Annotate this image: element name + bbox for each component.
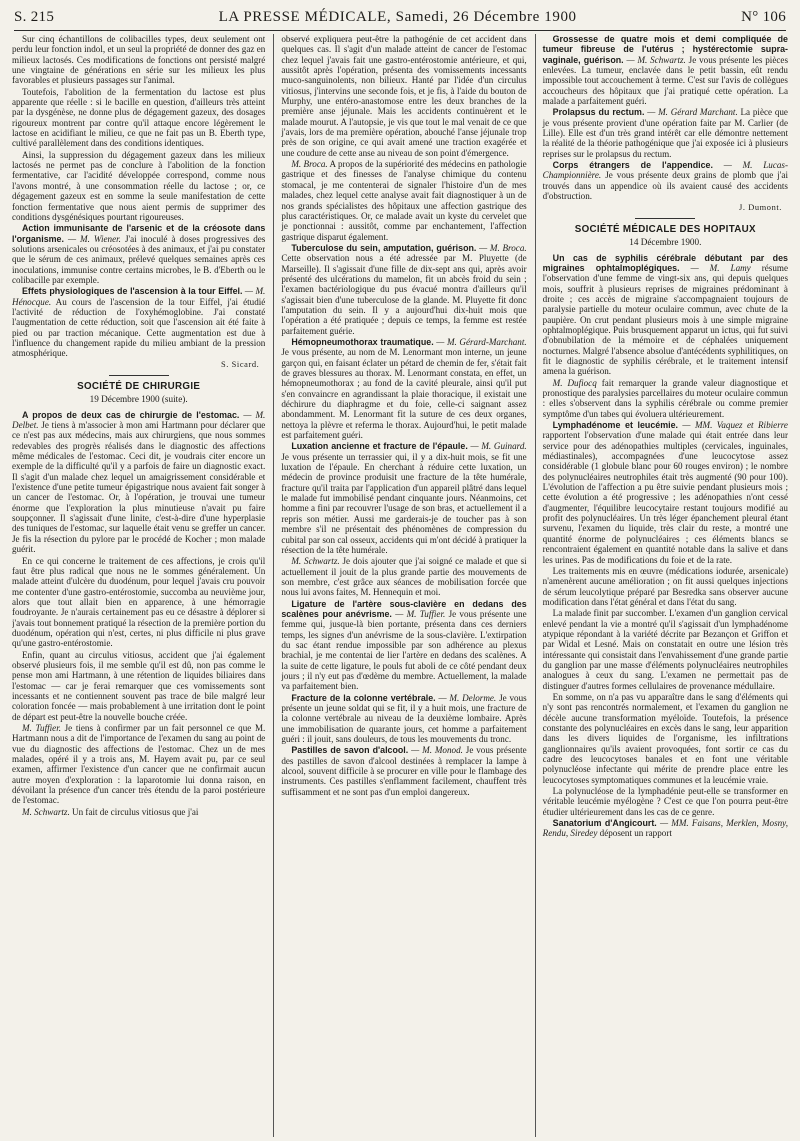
entry-text: A propos de la supériorité des médecins en pathologie gastrique et des finesses de l'analyse chimique du contenu stomacal, je me contenterai de signaler l'histoire d'un de mes malades, chez lequel cette analyse avait fait diagnostiquer à un de nos grands spécialistes des hôpitaux une affection gastrique des plus caractéristiques. Or, ce malade avait un kyste du cervelet que je ponctionnai : aussitôt, comme par enchantement, l'affection gastrique disparut également. [281,159,527,242]
entry-heading: Grossesse de quatre mois et demi compliquée de tumeur fibreuse de l'utérus ; hystérectomie supra-vaginale, guérison. [542,34,788,65]
entry-text: résume l'observation d'une femme de vingt-six ans, qui depuis quelques mois, souffrit à plusieurs reprises de migraines prédominant à droite ; ces accès de migraine s'accompagnaient toujours de paralysie partielle du moteur oculaire commun, avec chute de la paupière. On crut pendant plusieurs mois à une simple migraine ophtalmoplégique. Puis brusquement apparut un ictus, qui fut suivi d'obnubilation de la mémoire et de céphalées uniquement nocturnes. Malgré l'absence absolue d'antécédents syphilitiques, on fit le diagnostic de syphilis cérébrale, et le traitement intensif amena la guérison. [542,262,788,377]
entry-heading: Ligature de l'artère sous-clavière en dedans des scalènes pour anévrisme. [281,598,527,619]
entry-speaker: — M. Lucas-Championnière. [542,160,788,181]
issue-number: N° 106 [741,8,786,25]
entry-speaker: — M. Guinard. [470,441,527,452]
paragraph: En ce qui concerne le traitement de ces affections, je crois qu'il faut être plus radical que nous ne le sommes généralement. Un malade atteint d'ulcère du duodénum, pour lequel j'avais cru pouvoir me contenter d'une gastro-entérostomie, succomba au neuvième jour, alors que tout allait bien en apparence, à une hémorragie foudroyante. Je n'aurais certainement pas eu ce désastre à déplorer si j'avais tout bonnement pratiqué la résection de la première portion du duodénum, opération qui n'est, certes, ni plus difficile ni plus grave qu'une gastro-entérostomie. [12,555,266,649]
remark-dufiocq [543,378,788,419]
entry-heading: Tuberculose du sein, amputation, guérison. [291,242,477,253]
entry-speaker: M. Schwartz. [22,806,70,817]
communication-hemopneumothorax [281,337,526,440]
paragraph: Ainsi, la suppression du dégagement gazeux dans les milieux lactosés ne permet pas de conclure à l'abolition de la fonction fermentative, car l'acidité développée correspond, comme nous l'avons montré, à une consommation réelle du lactose ; or, ce dégagement gazeux est en somme la seule manifestation de cette fonction fermentative que nous aient permis de supprimer des conditions dysgénésiques pourtant rigoureuses. [12,149,266,222]
entry-text: Je vous présente deux grains de plomb que j'ai trouvés dans un appendice où ils avaient causé des accidents d'obstruction. [542,170,788,202]
entry-text: déposent un rapport [599,828,672,839]
entry-heading: Pastilles de savon d'alcool. [291,745,409,756]
column-right [535,34,788,1137]
communication-luxation [281,441,526,555]
communication-appendice [543,160,788,201]
communication-syphilis [543,253,788,377]
masthead [14,4,786,31]
entry-text: Je vous présente une femme qui, jusque-là bien portante, présenta dans ces derniers temps, les signes d'un anévrisme de la sous-clavière. L'extirpation du sac étant rendue impossible par son adhérence au plexus brachial, je me contentai de lier l'artère en dedans des scalènes. A la suite de cette ligature, le pouls fut aboli de ce côté pendant deux jours ; il n'y eut pas d'œdème du membre. Actuellement, la malade va parfaitement bien. [281,608,527,692]
communication-lymphadenome [543,420,788,565]
paragraph: Enfin, quant au circulus vitiosus, accident que j'ai également observé plusieurs fois, il me semble qu'il est dû, non pas comme le pense mon ami Hartmann, à une rétention de liquides biliaires dans l'estomac — car je ferai remarquer que ces vomissements sont incessants et ne contiennent souvent pas trace de bile malgré leur coloration foncée — mais probablement à une irritation dont le point de départ est peut-être la nouvelle bouche créée. [12,649,266,722]
entry-speaker: — M. Broca. [479,242,527,253]
entry-heading: Action immunisante de l'arsenic et de la créosote dans l'organisme. [12,223,266,244]
communication-fracture [281,693,526,745]
signature: S. Sicard. [220,359,260,369]
entry-text: Je vous présente un terrassier qui, il y a dix-huit mois, se fit une luxation de l'épaule. En cherchant à réduire cette luxation, un médecin de province produisit une fracture de la tête humérale, fracture qu'il traita par l'application d'un appareil plâtré dans lequel le malade fut immobilisé pendant cinquante jours. Néanmoins, cet homme a fini par recouvrer l'usage de son bras, et actuellement il a repris son métier. Aussi me garderais-je de toucher pas à son membre s'il ne présentait des phénomènes de compression du cubital par son cal osseux, accidents qui m'ont décidé à pratiquer la résection de la tête humérale. [281,451,527,555]
entry-heading: Un cas de syphilis cérébrale débutant par des migraines ophtalmoplégiques. [542,252,788,273]
entry-speaker: M. Tuffier. [22,723,61,733]
entry-heading: Fracture de la colonne vertébrale. [291,692,436,703]
entry-text: Je tiens à confirmer par un fait personnel ce que M. Hartmann nous a dit de l'importance de l'examen du sang au point de vue du diagnostic des affections de l'estomac. Chez un de mes malades, opéré il y a trois ans, M. Hayem avait pu, par ce seul examen, affirmer l'existence d'un cancer que ne confirmait aucun autre moyen d'exploration : la laparotomie lui donna raison, en dévoilant la présence d'un cancer très étendu de la paroi postérieure de l'estomac. [12,723,266,806]
entry-heading: Sanatorium d'Angicourt. [552,818,657,829]
entry-heading: Prolapsus du rectum. [552,107,645,118]
communication-estomac [12,410,265,555]
remark-tuffier [12,723,265,806]
entry-speaker: — M. Delbet. [12,409,266,431]
entry-text: Je vous présente un jeune soldat qui se fit, il y a huit mois, une fracture de la colonne vertébrale au niveau de la deuxième lombaire. Après une immobilisation de quarante jours, cet homme a parfaitement guéri : il jouit, sans douleurs, de tous les mouvements du tronc. [281,692,527,745]
signature: J. Dumont. [738,202,782,212]
column-left [12,34,265,1137]
section-divider [109,375,169,376]
section-title: SOCIÉTÉ DE CHIRURGIE [77,381,201,392]
paragraph: En somme, on n'a pas vu apparaître dans le sang d'éléments qui n'y sont pas rencontrés normalement, et l'examen du ganglion ne décèle aucune transformation myéloïde. Toutefois, la présence constante des polynucléaires en excès dans le sang, leur apparition dans les divers liquides de l'organisme, les infiltrations ganglionnaires qu'ils avaient provoquées, font sortir ce cas du cadre des leucocytoses banales et en font une véritable polynucléose infectante qui mérite de prendre place entre les leucocytoses symptomatiques communes et la leucémie vraie. [542,691,788,785]
communication-tuberculose [281,243,526,336]
paragraph: Toutefois, l'abolition de la fermentation du lactose est plus apparente que réelle : si le bacille en question, d'ailleurs très atteint par la dysgénèse, ne donne plus de dégagement gazeux, des dosages rigoureux montrent par contre qu'il attaque encore légèrement le lactose en acidifiant le milieu, ce que ne fait pas un B. Eberth type, cultivé parallèlement dans des conditions identiques. [12,86,266,149]
entry-speaker: — M. Monod. [411,745,463,756]
entry-speaker: M. Schwartz. [291,556,340,567]
entry-speaker: M. Dufiocq [552,377,597,388]
communication-arsenic [12,223,265,285]
entry-speaker: — M. Delorme. [438,692,497,703]
text-columns [12,34,788,1137]
communication-ligature [281,599,526,692]
entry-speaker: — M. Hénocque. [12,286,266,307]
section-divider [635,218,695,219]
journal-title: LA PRESSE MÉDICALE, Samedi, 26 Décembre 1900 [218,8,577,25]
entry-text: La pièce que je vous présente provient d'une opération faite par M. Carlier (de Lille). Elle est d'un très grand intérêt car elle démontre nettement la réalité de la théorie pathogénique que j'ai exposée ici à plusieurs reprises sur le prolapsus du rectum. [542,107,788,159]
entry-heading: Effets physiologiques de l'ascension à la tour Eiffel. [22,286,243,297]
entry-heading: Lymphadénome et leucémie. [552,420,678,431]
section-date: 14 Décembre 1900. [629,237,702,248]
entry-text: Un fait de circulus vitiosus que j'ai [72,806,199,817]
entry-text: Je vous présente les pièces enlevées. La tumeur, enclavée dans le petit bassin, eût rendu impossible tout accouchement à terme. C'est sur l'avis de collègues accoucheurs des hôpitaux que j'ai pratiqué cette opération. La malade a parfaitement guéri. [542,54,788,107]
entry-text: Je dois ajouter que j'ai soigné ce malade et que si actuellement il jouit de la plus grande partie des mouvements de son membre, c'est grâce aux séances de mobilisation forcée que nous lui avons faites, M. Hennequin et moi. [281,556,527,598]
entry-text: rapportent l'observation d'une malade qui était entrée dans leur service pour des adénopathies multiples (cervicales, inguinales, médiastinales), accompagnées d'une leucocytose assez considérable (1 globule blanc pour 60 rouges environ) ; le nombre des polynucléaires neutrophiles était très augmenté (90 pour 100). L'évolution de l'affection a pu être suivie pendant plusieurs mois ; cette évolution a été progressive ; les adénopathies n'ont cessé d'augmenter, l'équilibre leucocytaire restant toujours modifié au profit des polynucléaires. Un très léger épanchement pleural étant survenu, l'examen du liquide, très clair du reste, a montré une quantité énorme de polynucléaires ; ces éléments blancs se rencontraient également en quantité notable dans la salive et dans les urines. Pas de modifications du foie et de la rate. [542,430,788,565]
communication-pastilles [281,745,526,797]
entry-speaker: — M. Tuffier. [395,608,446,619]
entry-speaker: — MM. Faisans, Merklen, Mosny, Rendu, Siredey [542,818,788,839]
remark-schwartz [12,807,265,817]
section-date: 19 Décembre 1900 (suite). [89,394,188,405]
entry-text: J'ai inoculé à doses progressives des solutions arsenicales ou créosotées à des animaux, et j'ai pu constater que le sérum de ces animaux, prélevé quelques semaines après ces inoculations, immunise contre certains microbes, le B. d'Eberth ou le colibacille par exemple. [12,233,266,285]
column-middle [273,34,526,1137]
remark-broca [281,159,526,242]
section-title: SOCIÉTÉ MÉDICALE DES HOPITAUX [574,223,756,235]
communication-grossesse [543,34,788,106]
paragraph: La malade finit par succomber. L'examen d'un ganglion cervical enlevé pendant la vie a montré qu'il s'agissait d'un lymphadénome atypique répondant à la variété décrite par Bezançon et Griffon et par Widal et Lesné. Mais on constatait en outre une lésion très intéressante qui consistait dans l'envahissement d'une grande partie du ganglion par une masse d'éléments polynucléaires neutrophiles analogues à ceux du sang. L'examen ne permettait pas de distinguer d'autres formes cellulaires de provenance médullaire. [542,608,788,691]
entry-text: Je vous présente, au nom de M. Lenormant mon interne, un jeune garçon qui, en faisant éclater un pétard de chemin de fer, s'était fait de graves blessures au thorax. M. Lenormant constata, en effet, un hémopneumothorax ; au fond de la cavité pleurale, ainsi qu'il put s'en convaincre en agrandissant la plaie thoracique, il existait une déchirure du diaphragme et du foie, celle-ci saignant assez abondamment. M. Lenormant fit la suture de ces deux organes, nettoya la plèvre et referma le thorax. Aujourd'hui, le petit malade est parfaitement guéri. [281,347,527,441]
entry-speaker: — MM. Vaquez et Ribierre [682,420,788,431]
entry-heading: Hémopneumothorax traumatique. [291,336,434,347]
communication-eiffel [12,286,265,358]
entry-speaker: — M. Gérard Marchant. [647,107,738,118]
entry-heading: A propos de deux cas de chirurgie de l'estomac. [22,409,240,420]
paragraph: La polynucléose de la lymphadénie peut-elle se transformer en véritable leucémie myélogène ? C'est ce que l'on pourra peut-être étudier ultérieurement dans les cas de ce genre. [542,786,788,817]
paragraph: Sur cinq échantillons de colibacilles types, deux seulement ont perdu leur fonction indol, et un seul la propriété de donner des gaz en milieux lactosés. Ces modifications de fonctions ont persisté malgré une vingtaine de générations en série sur les milieux les plus favorables et plusieurs passages sur l'animal. [12,34,266,86]
entry-heading: Luxation ancienne et fracture de l'épaule. [291,441,468,452]
page-number: S. 215 [14,8,55,25]
entry-speaker: — M. Gérard-Marchant. [436,336,527,347]
entry-speaker: — M. Wiener. [67,233,121,244]
communication-sanatorium [543,818,788,839]
entry-text: fait remarquer la grande valeur diagnostique et pronostique des paralysies parcellaires du moteur oculaire commun : elles s'observent dans la syphilis cérébrale ou comme premier symptôme d'un tabes qui évoluera ultérieurement. [542,377,788,419]
entry-speaker: — M. Lamy [690,262,751,273]
entry-text: Cette observation nous a été adressée par M. Pluyette (de Marseille). Il s'agissait d'une fille de dix-sept ans qui, après avoir présenté des ulcérations du mamelon, fit un abcès froid du sein ; l'examen bactériologique du pus évacué montra d'ailleurs qu'il s'agissait bien d'une tuberculose de la glande. M. Pluyette fit donc l'amputation du sein. Il y a aujourd'hui dix-huit mois que l'opération a été pratiquée ; depuis ce temps, la femme est restée parfaitement guérie. [281,253,527,336]
entry-heading: Corps étrangers de l'appendice. [552,160,713,171]
entry-speaker: — M. Schwartz. [626,54,686,65]
paragraph: Les traitements mis en œuvre (médications iodurée, arsenicale) n'amenèrent aucune amélioration ; on fit aussi quelques injections de sérum leucolytique préparé par Besredka sans observer aucune modification dans l'état général et dans l'état du sang. [542,565,788,607]
entry-text: Au cours de l'ascension de la tour Eiffel, j'ai étudié l'activité de réduction de l'oxyhémoglobine. J'ai constaté l'augmentation de cette réduction, soit que l'ascension ait été faite à pied ou par traction mécanique. Cette augmentation est due à l'influence du changement rapide du milieu ambiant de la pression atmosphérique. [12,296,266,359]
entry-speaker: M. Broca. [291,159,328,170]
paragraph: observé expliquera peut-être la pathogénie de cet accident dans quelques cas. Il s'agit d'un malade atteint de cancer de l'estomac chez lequel j'avais fait une gastro-entérostomie antérieure, et qui, aussitôt après l'opération, présenta des vomissements incessants muco-sanguinolents, non bilieux. Hanté par l'idée d'un circulus vitiosus, j'intervins une seconde fois, et je fis, à l'aide du bouton de Murphy, une entéro-anastomose entre les deux branches de la première anse jéjunale. Mais les accidents continuèrent et le malade mourut. A l'autopsie, je vis que tout le mal venait de ce que j'avais, lors de ma première opération, abouché l'anse jéjunale trop près de son origine, ce qui avait amené une traction exagérée et une coudure de cette anse au niveau de son point d'émergence. [281,34,527,158]
entry-text: Je vous présente des pastilles de savon d'alcool destinées à remplacer la lampe à alcool, souvent difficile à se procurer en ville pour le flambage des instruments. Ces pastilles s'enflamment facilement, chauffent très suffisamment et ne sont pas d'un emploi dangereux. [281,745,527,797]
entry-text: Je tiens à m'associer à mon ami Hartmann pour déclarer que ce n'est pas aux médecins, mais aux chirurgiens, que nous sommes redevables des progrès réalisés dans le diagnostic des affections même médicales de l'estomac. Ceci dit, je voudrais citer encore un exemple de la difficulté qu'il y a parfois de faire un diagnostic exact. Il s'agit d'un malade chez lequel un amaigrissement considérable et l'existence d'une petite tumeur épigastrique nous avaient fait songer à un cancer de l'estomac. Or, à l'opération, je trouvai une tumeur énorme que l'exploration la plus minutieuse n'avait pu faire soupçonner. Il s'agissait d'une linite, c'est-à-dire d'une hyperplasie des tuniques de l'estomac, sur laquelle était venu se greffer un cancer. Je fis la résection du pylore par le procédé de Kocher ; mon malade guérit. [12,420,266,555]
remark-schwartz [281,556,526,597]
communication-prolapsus [543,107,788,159]
